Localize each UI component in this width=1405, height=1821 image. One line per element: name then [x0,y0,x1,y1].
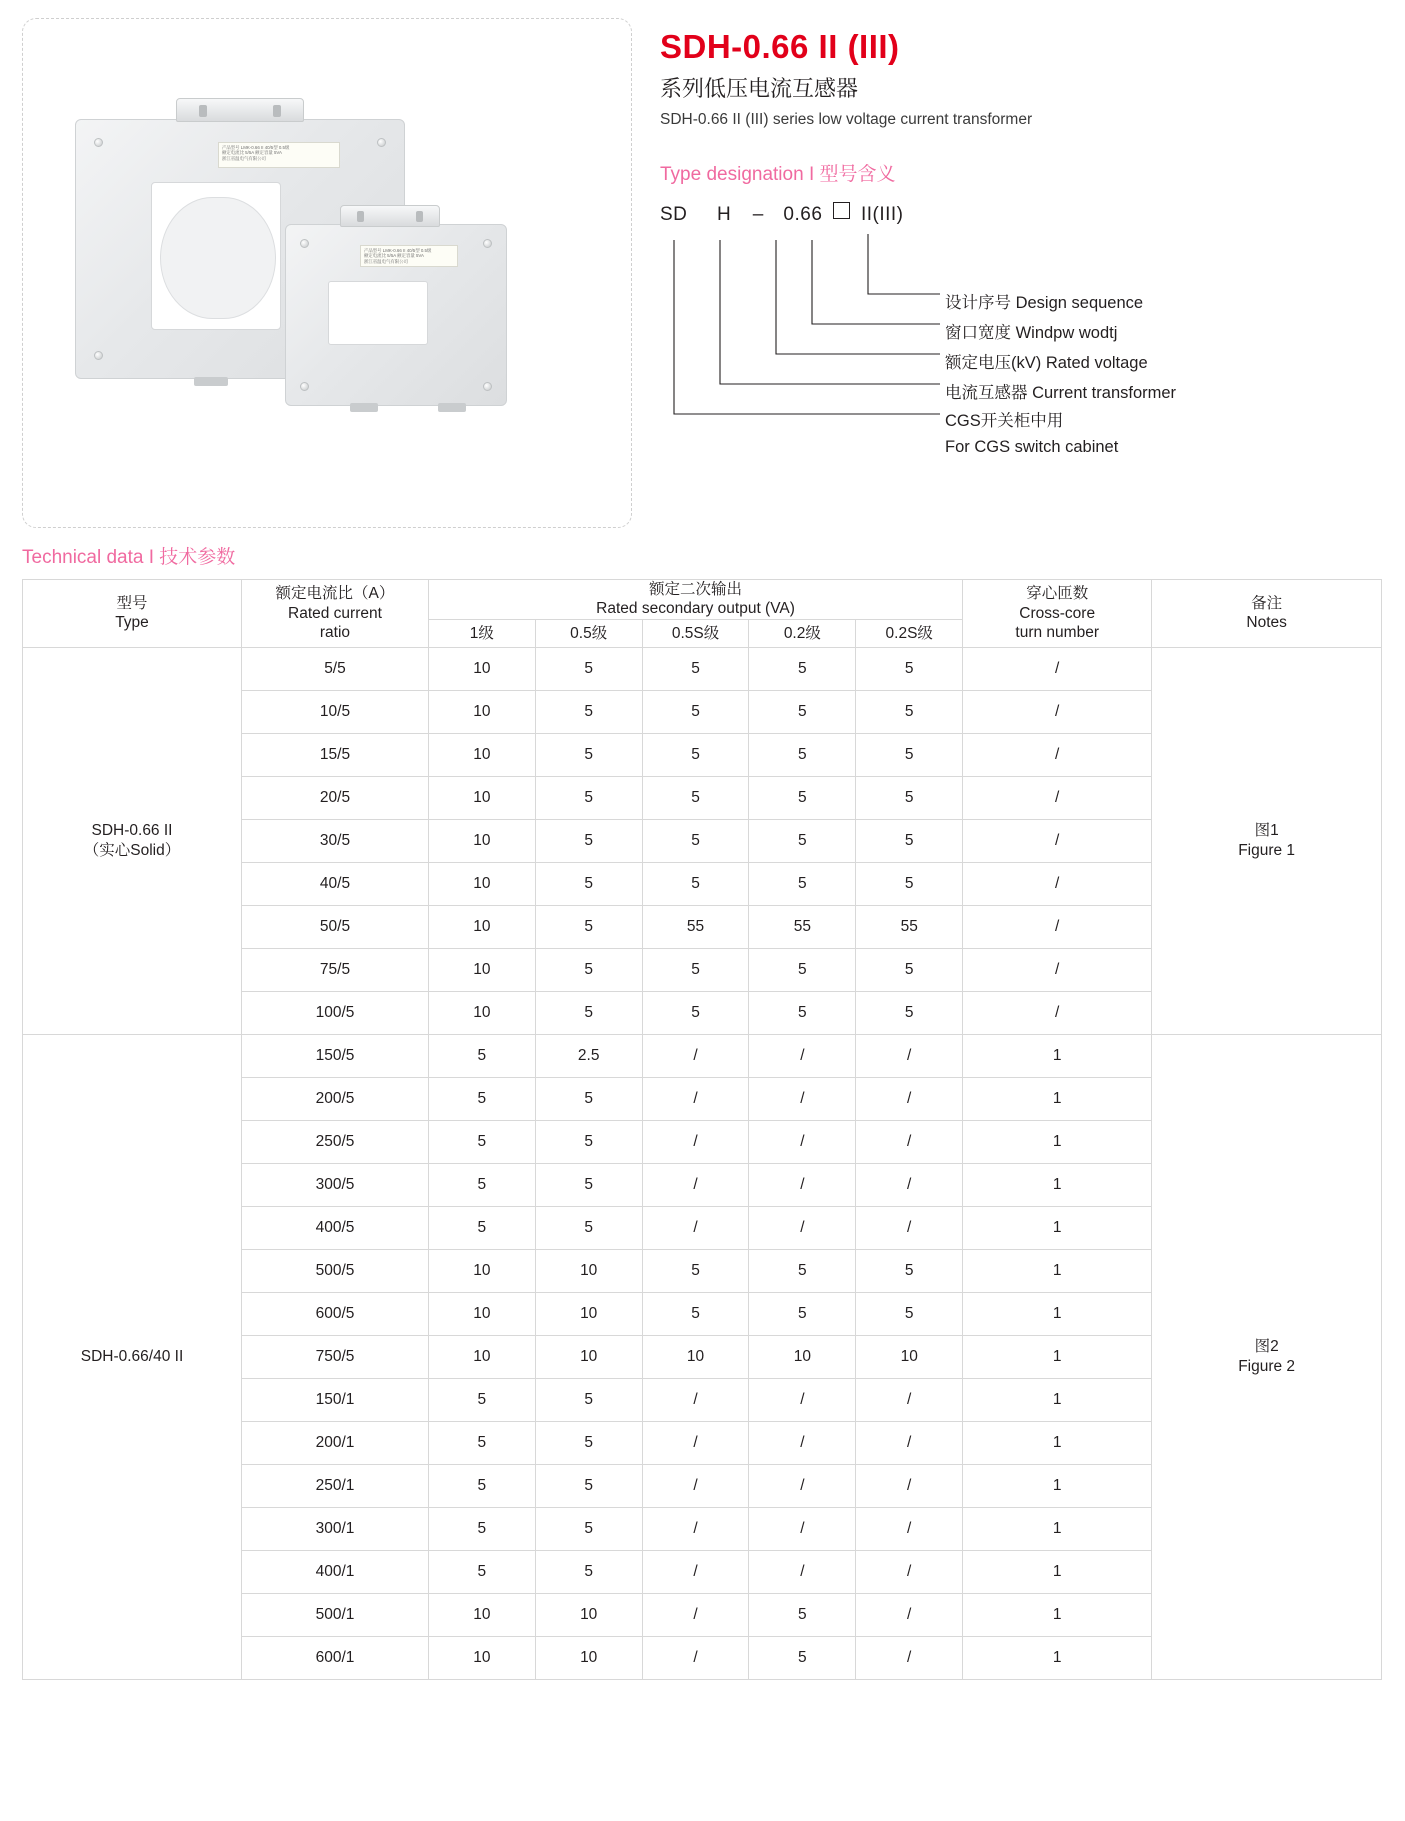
cell-output-class-05s: 5 [642,819,749,862]
cell-output-class-05: 5 [535,690,642,733]
cell-output-class-05: 5 [535,1550,642,1593]
header-section [0,0,1405,528]
cell-output-class-1: 10 [428,1593,535,1636]
leader-lines-svg [660,232,960,482]
cell-cross-core-turn-number: / [963,776,1152,819]
header-class-02s: 0.2S级 [856,619,963,647]
cell-rated-current-ratio: 400/1 [242,1550,429,1593]
nameplate-label-small: 产品型号 LMK-0.66 II 40/5型 0.5级 额定电流比 5/5A 额定容量 5VA 浙江省温电气有限公司 [360,245,458,267]
cell-output-class-02: 55 [749,905,856,948]
cell-output-class-02s: 5 [856,819,963,862]
cell-cross-core-turn-number: 1 [963,1593,1152,1636]
cell-rated-current-ratio: 40/5 [242,862,429,905]
cell-output-class-1: 5 [428,1421,535,1464]
cell-output-class-05: 5 [535,1120,642,1163]
cell-output-class-05s: / [642,1163,749,1206]
cell-output-class-02s: / [856,1464,963,1507]
cell-output-class-02: / [749,1378,856,1421]
type-code-line [660,202,1032,228]
mounting-foot [194,377,228,386]
cell-output-class-05s: 5 [642,733,749,776]
cell-rated-current-ratio: 250/1 [242,1464,429,1507]
cell-output-class-1: 5 [428,1206,535,1249]
mounting-foot [438,403,466,412]
cell-output-class-02: 5 [749,647,856,690]
cell-output-class-1: 10 [428,647,535,690]
table-row [23,1034,1382,1077]
table-head [23,580,1382,648]
cell-rated-current-ratio: 600/5 [242,1292,429,1335]
screw-icon [94,351,103,360]
terminal-block-small [340,205,440,227]
header-class-05s: 0.5S级 [642,619,749,647]
cell-output-class-1: 5 [428,1550,535,1593]
header-cell-ratio [242,580,429,648]
cell-output-class-02s: 5 [856,862,963,905]
designation-item-rated-voltage: 额定电压(kV) Rated voltage [945,354,1148,372]
product-photo-frame [22,18,632,528]
header-output-en: Rated secondary output (VA) [596,600,795,618]
cell-output-class-05: 5 [535,647,642,690]
cell-output-class-02s: / [856,1077,963,1120]
cell-output-class-05s: 5 [642,1249,749,1292]
cell-rated-current-ratio: 75/5 [242,948,429,991]
type-label-line1: SDH-0.66/40 II [80,1347,184,1365]
cell-output-class-05s: / [642,1378,749,1421]
cell-output-class-02s: 5 [856,647,963,690]
product-info-block [660,18,1177,502]
cell-cross-core-turn-number: 1 [963,1636,1152,1679]
cell-output-class-05: 5 [535,905,642,948]
cell-output-class-1: 5 [428,1378,535,1421]
cell-rated-current-ratio: 50/5 [242,905,429,948]
table-header-row-1 [23,580,1382,620]
window-aperture-small [328,281,428,345]
cell-output-class-02s: / [856,1206,963,1249]
cell-output-class-1: 5 [428,1034,535,1077]
window-aperture-large [151,182,281,330]
cell-cross-core-turn-number: 1 [963,1292,1152,1335]
table-row [23,647,1382,690]
cell-output-class-02s: 5 [856,1292,963,1335]
cell-output-class-02: / [749,1464,856,1507]
cell-output-class-02: 5 [749,819,856,862]
cell-output-class-02s: 5 [856,733,963,776]
cell-output-class-02: 5 [749,1593,856,1636]
cell-cross-core-turn-number: 1 [963,1507,1152,1550]
terminal-block-large [176,98,304,122]
cell-output-class-05s: 5 [642,991,749,1034]
header-output-cn: 额定二次输出 [649,581,743,598]
cell-cross-core-turn-number: 1 [963,1335,1152,1378]
cell-rated-current-ratio: 600/1 [242,1636,429,1679]
cell-output-class-02s: / [856,1593,963,1636]
cell-cross-core-turn-number: 1 [963,1163,1152,1206]
cell-output-class-05s: / [642,1507,749,1550]
cell-output-class-05: 5 [535,733,642,776]
page-subtitle-cn: 系列低压电流互感器 [660,76,859,101]
screw-icon [300,382,309,391]
screw-icon [483,382,492,391]
cell-notes-group [1152,1034,1382,1679]
cell-output-class-05: 5 [535,1507,642,1550]
cell-output-class-05: 5 [535,1163,642,1206]
screw-icon [94,138,103,147]
header-class-02: 0.2级 [749,619,856,647]
cell-output-class-05: 5 [535,1421,642,1464]
cell-output-class-05s: 5 [642,776,749,819]
code-part-h: H [716,204,732,225]
cell-cross-core-turn-number: / [963,991,1152,1034]
cell-cross-core-turn-number: / [963,948,1152,991]
cell-output-class-02s: / [856,1421,963,1464]
type-designation-diagram [660,232,1177,502]
cell-output-class-02: 5 [749,948,856,991]
code-part-series: II(III) [860,204,904,225]
page-subtitle-en: SDH-0.66 II (III) series low voltage current transformer [660,111,1033,128]
header-type-cn: 型号 [116,595,148,612]
code-part-voltage: 0.66 [783,204,823,225]
cell-output-class-05: 5 [535,862,642,905]
cell-output-class-05: 5 [535,948,642,991]
cell-output-class-1: 10 [428,1249,535,1292]
cell-output-class-05s: / [642,1120,749,1163]
cell-output-class-02s: / [856,1636,963,1679]
cell-output-class-05s: / [642,1206,749,1249]
cell-output-class-1: 10 [428,905,535,948]
cell-output-class-02s: / [856,1034,963,1077]
designation-item-current-transformer: 电流互感器 Current transformer [945,384,1177,402]
cell-output-class-02: / [749,1163,856,1206]
cell-cross-core-turn-number: 1 [963,1249,1152,1292]
page-title: SDH-0.66 II (III) [660,28,900,65]
designation-legend-list [945,288,1176,460]
cell-output-class-02s: / [856,1507,963,1550]
cell-cross-core-turn-number: / [963,905,1152,948]
cell-output-class-02: 10 [749,1335,856,1378]
cell-cross-core-turn-number: / [963,819,1152,862]
header-class-05: 0.5级 [535,619,642,647]
cell-rated-current-ratio: 30/5 [242,819,429,862]
cell-output-class-02s: 10 [856,1335,963,1378]
cell-rated-current-ratio: 5/5 [242,647,429,690]
cell-output-class-05: 5 [535,1206,642,1249]
cell-output-class-05: 10 [535,1636,642,1679]
type-designation-heading: Type designation I 型号含义 [660,164,896,185]
header-type-en: Type [115,614,149,632]
cell-output-class-02s: 55 [856,905,963,948]
cell-output-class-02: 5 [749,690,856,733]
cell-rated-current-ratio: 10/5 [242,690,429,733]
cell-output-class-02s: / [856,1163,963,1206]
cell-output-class-1: 10 [428,776,535,819]
cell-cross-core-turn-number: 1 [963,1206,1152,1249]
transformer-small-illustration [285,224,507,406]
cell-cross-core-turn-number: / [963,690,1152,733]
cell-rated-current-ratio: 150/5 [242,1034,429,1077]
cell-output-class-05s: / [642,1034,749,1077]
cell-output-class-02: / [749,1550,856,1593]
cell-output-class-02s: 5 [856,776,963,819]
cell-output-class-02: 5 [749,776,856,819]
cell-output-class-05: 10 [535,1292,642,1335]
header-class-1: 1级 [428,619,535,647]
cell-rated-current-ratio: 150/1 [242,1378,429,1421]
table-body [23,647,1382,1679]
header-ratio-en-2: ratio [319,624,351,642]
technical-data-table [22,579,1382,1680]
cell-cross-core-turn-number: / [963,647,1152,690]
cell-output-class-1: 10 [428,948,535,991]
cell-output-class-02: / [749,1077,856,1120]
header-cell-type [23,580,242,648]
cell-output-class-05: 10 [535,1335,642,1378]
cell-output-class-02s: 5 [856,690,963,733]
cell-output-class-1: 10 [428,1292,535,1335]
cell-rated-current-ratio: 300/1 [242,1507,429,1550]
cell-output-class-1: 5 [428,1077,535,1120]
cell-output-class-02s: / [856,1550,963,1593]
cell-output-class-05s: 5 [642,647,749,690]
cell-output-class-1: 5 [428,1464,535,1507]
cell-output-class-05s: 5 [642,690,749,733]
cell-output-class-02s: 5 [856,948,963,991]
cell-rated-current-ratio: 500/5 [242,1249,429,1292]
cell-cross-core-turn-number: 1 [963,1550,1152,1593]
cell-output-class-1: 10 [428,991,535,1034]
code-part-sd: SD [660,204,688,225]
cell-cross-core-turn-number: 1 [963,1077,1152,1120]
cell-output-class-05: 5 [535,1464,642,1507]
cell-cross-core-turn-number: 1 [963,1378,1152,1421]
cell-rated-current-ratio: 200/1 [242,1421,429,1464]
cell-output-class-05s: / [642,1593,749,1636]
cell-output-class-02: 5 [749,733,856,776]
cell-output-class-05s: 5 [642,1292,749,1335]
cell-output-class-02: 5 [749,862,856,905]
cell-output-class-05s: 55 [642,905,749,948]
cell-output-class-02: 5 [749,991,856,1034]
cell-output-class-1: 10 [428,1335,535,1378]
cell-output-class-02: 5 [749,1636,856,1679]
header-cell-cross-core [963,580,1152,648]
cell-notes-group [1152,647,1382,1034]
header-ratio-cn: 额定电流比（A） [275,585,395,603]
cell-output-class-02: / [749,1507,856,1550]
cell-cross-core-turn-number: 1 [963,1421,1152,1464]
cell-output-class-1: 10 [428,733,535,776]
cell-rated-current-ratio: 200/5 [242,1077,429,1120]
cell-rated-current-ratio: 300/5 [242,1163,429,1206]
header-cell-notes [1152,580,1382,648]
cell-output-class-05s: 5 [642,862,749,905]
cell-rated-current-ratio: 100/5 [242,991,429,1034]
cell-output-class-05: 10 [535,1593,642,1636]
cell-output-class-05s: / [642,1464,749,1507]
screw-icon [300,239,309,248]
notes-line2: Figure 2 [1238,1357,1296,1375]
notes-line1: 图2 [1254,1337,1279,1355]
cell-output-class-1: 10 [428,690,535,733]
cell-output-class-05: 5 [535,1077,642,1120]
designation-item-cgs-cn: CGS开关柜中用 [945,412,1064,430]
cell-output-class-02: / [749,1421,856,1464]
cell-output-class-1: 10 [428,1636,535,1679]
cell-rated-current-ratio: 500/1 [242,1593,429,1636]
cell-output-class-05: 5 [535,991,642,1034]
cell-type-group [23,647,242,1034]
cell-output-class-02s: / [856,1120,963,1163]
cell-output-class-02s: 5 [856,991,963,1034]
cell-output-class-05s: 10 [642,1335,749,1378]
cell-rated-current-ratio: 15/5 [242,733,429,776]
designation-item-design-sequence: 设计序号 Design sequence [945,294,1144,312]
cell-output-class-05s: / [642,1421,749,1464]
cell-output-class-1: 5 [428,1507,535,1550]
type-label-line1: SDH-0.66 II [91,821,173,839]
type-label-line2: （实心Solid） [83,841,181,859]
cell-output-class-1: 5 [428,1120,535,1163]
cell-cross-core-turn-number: 1 [963,1464,1152,1507]
header-notes-cn: 备注 [1251,595,1283,612]
cell-rated-current-ratio: 750/5 [242,1335,429,1378]
notes-line2: Figure 1 [1238,841,1296,859]
nameplate-label-large: 产品型号 LMK-0.66 II 40/5型 0.5级 额定电流比 5/5A 额定容量 5VA 浙江省温电气有限公司 [218,142,340,168]
cell-output-class-02: / [749,1206,856,1249]
cell-cross-core-turn-number: / [963,733,1152,776]
cell-output-class-02: 5 [749,1249,856,1292]
cell-output-class-05: 5 [535,1378,642,1421]
header-cross-cn: 穿心匝数 [1026,585,1089,603]
cell-output-class-02: / [749,1120,856,1163]
cell-cross-core-turn-number: 1 [963,1120,1152,1163]
code-part-window-box [833,202,850,219]
cell-rated-current-ratio: 20/5 [242,776,429,819]
designation-item-window-width: 窗口宽度 Windpw wodtj [945,324,1118,342]
cell-output-class-05s: / [642,1636,749,1679]
cell-output-class-05s: 5 [642,948,749,991]
cell-output-class-02: 5 [749,1292,856,1335]
notes-line1: 图1 [1254,821,1279,839]
cell-output-class-05: 2.5 [535,1034,642,1077]
header-cross-en-1: Cross-core [1019,604,1096,622]
cell-rated-current-ratio: 250/5 [242,1120,429,1163]
header-ratio-en-1: Rated current [288,604,382,622]
cell-output-class-02: / [749,1034,856,1077]
cell-output-class-1: 10 [428,862,535,905]
technical-data-heading: Technical data I 技术参数 [22,547,236,568]
cell-output-class-05s: / [642,1550,749,1593]
cell-output-class-05s: / [642,1077,749,1120]
designation-item-cgs-en: For CGS switch cabinet [945,438,1119,456]
code-part-dash: – [752,204,764,225]
cell-output-class-05: 5 [535,776,642,819]
cell-output-class-02s: / [856,1378,963,1421]
header-cell-output [428,580,962,620]
cell-cross-core-turn-number: / [963,862,1152,905]
cell-output-class-1: 10 [428,819,535,862]
cell-rated-current-ratio: 400/5 [242,1206,429,1249]
cell-type-group [23,1034,242,1679]
cell-output-class-02s: 5 [856,1249,963,1292]
mounting-foot [350,403,378,412]
screw-icon [377,138,386,147]
cell-output-class-05: 5 [535,819,642,862]
screw-icon [483,239,492,248]
cell-output-class-1: 5 [428,1163,535,1206]
header-notes-en: Notes [1246,614,1287,632]
cell-output-class-05: 10 [535,1249,642,1292]
header-cross-en-2: turn number [1015,624,1099,642]
cell-cross-core-turn-number: 1 [963,1034,1152,1077]
